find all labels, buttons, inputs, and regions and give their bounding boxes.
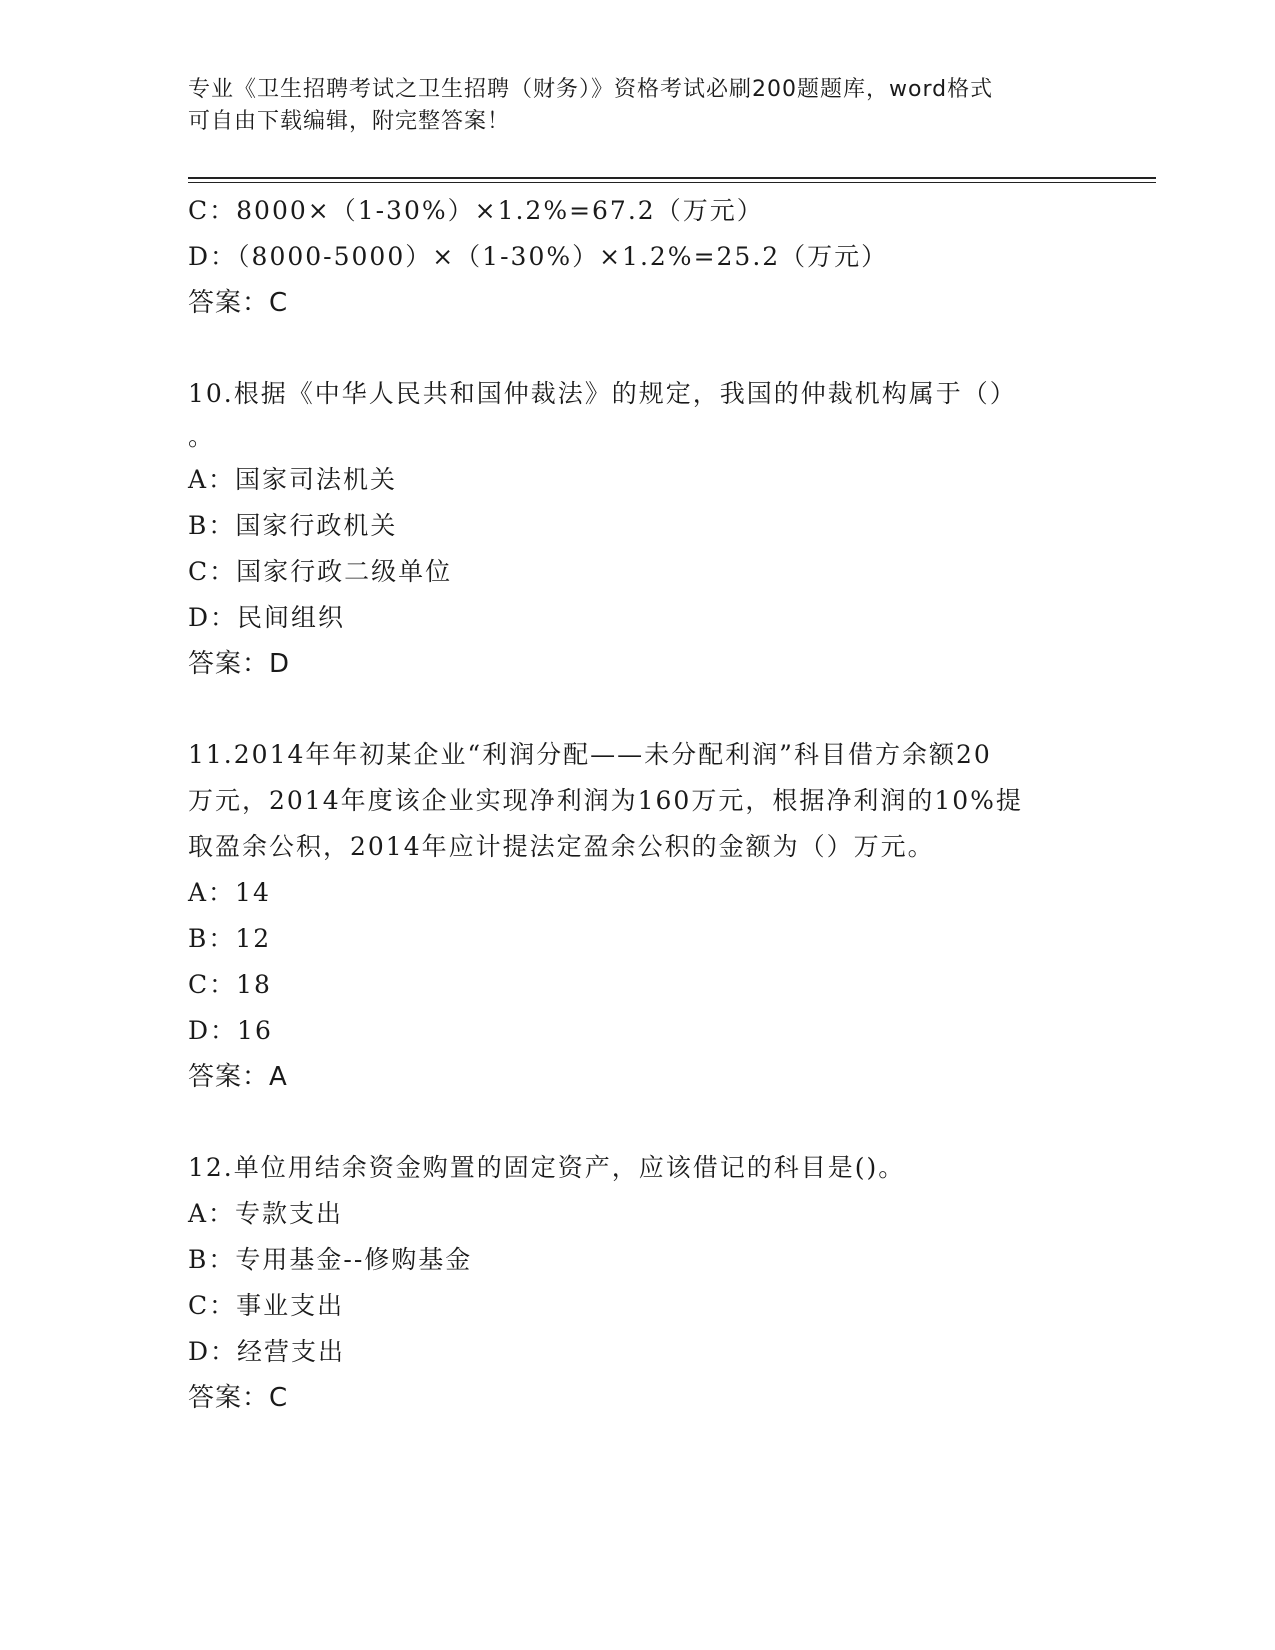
option-a: A：专款支出 <box>188 1199 344 1228</box>
option-c: C：18 <box>188 970 272 999</box>
spacer <box>188 1100 1068 1145</box>
option-c: C：8000×（1-30%）×1.2%=67.2（万元） <box>188 196 764 225</box>
option-b: B：12 <box>188 924 272 953</box>
question-stem-line: 。 <box>188 422 216 451</box>
header-title-line-1: 专业《卫生招聘考试之卫生招聘（财务）》资格考试必刷200题题库，word格式 <box>188 77 994 102</box>
answer-line: 答案：D <box>188 649 291 679</box>
question-stem-line: 11.2014年年初某企业“利润分配——未分配利润”科目借方余额20 <box>188 740 992 769</box>
option-c: C：事业支出 <box>188 1291 345 1320</box>
document-body <box>188 188 1068 1421</box>
option-a: A：14 <box>188 878 271 907</box>
header-title-line-2: 可自由下载编辑，附完整答案！ <box>188 109 511 134</box>
header-divider-thin <box>188 182 1156 183</box>
option-b: B：国家行政机关 <box>188 511 398 540</box>
header-divider-thick <box>188 177 1156 179</box>
question-stem-line: 12.单位用结余资金购置的固定资产，应该借记的科目是()。 <box>188 1153 906 1182</box>
answer-line: 答案：C <box>188 288 289 318</box>
option-b: B：专用基金--修购基金 <box>188 1245 473 1274</box>
question-11 <box>188 732 1068 1100</box>
question-stem-line: 10.根据《中华人民共和国仲裁法》的规定，我国的仲裁机构属于（） <box>188 379 1017 408</box>
option-d: D：（8000-5000）×（1-30%）×1.2%=25.2（万元） <box>188 242 889 271</box>
option-c: C：国家行政二级单位 <box>188 557 453 586</box>
question-10 <box>188 371 1068 687</box>
option-d: D：民间组织 <box>188 603 346 632</box>
previous-question-tail <box>188 188 1068 326</box>
option-d: D：经营支出 <box>188 1337 346 1366</box>
page-header <box>188 74 1068 138</box>
spacer <box>188 326 1068 371</box>
option-d: D：16 <box>188 1016 273 1045</box>
question-stem-line: 取盈余公积，2014年应计提法定盈余公积的金额为（）万元。 <box>188 832 935 861</box>
answer-line: 答案：A <box>188 1062 288 1092</box>
question-stem-line: 万元，2014年度该企业实现净利润为160万元，根据净利润的10%提 <box>188 786 1023 815</box>
question-12 <box>188 1145 1068 1421</box>
spacer <box>188 687 1068 732</box>
option-a: A：国家司法机关 <box>188 465 398 494</box>
answer-line: 答案：C <box>188 1383 289 1413</box>
